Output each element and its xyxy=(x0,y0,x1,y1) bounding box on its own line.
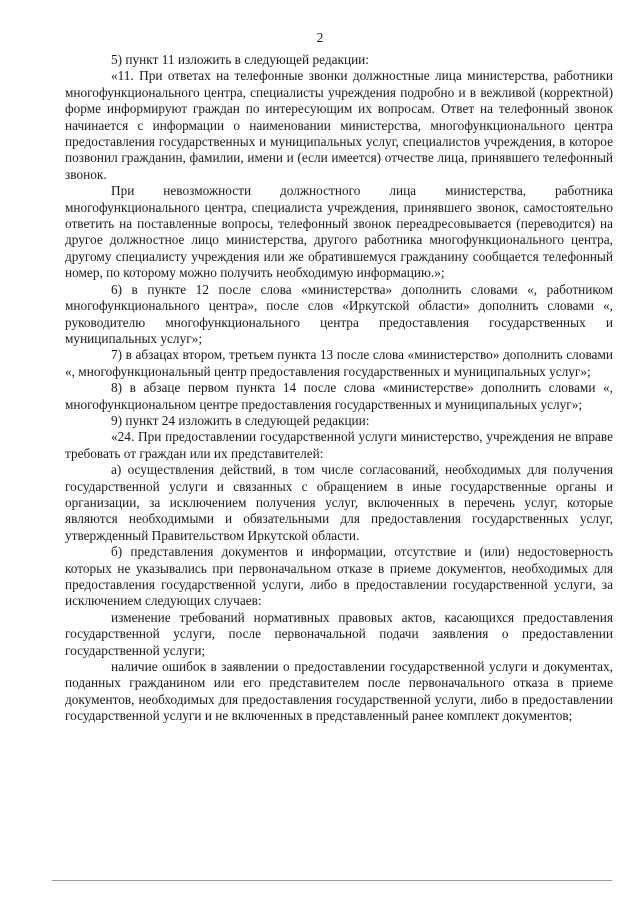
paragraph-item-8: 8) в абзаце первом пункта 14 после слова «министерстве» дополнить словами «, многофункциональном центре предоставления государственных и муниципальных услуг»; xyxy=(65,380,613,412)
paragraph-subitem-a: а) осуществления действий, в том числе согласований, необходимых для получения государственной услуги и связанных с обращением в иные государственные органы и организации, за исключением получения услуг, включенных в перечень услуг, которые являются необходимыми и обязательными для предоставления государственных услуг, утвержденный Правительством Иркутской области. xyxy=(65,462,613,543)
paragraph-subitem-b: б) представления документов и информации, отсутствие и (или) недостоверность которых не указывались при первоначальном отказе в приеме документов, необходимых для предоставления государственной услуги, либо в предоставлении государственной услуги, за исключением следующих случаев: xyxy=(65,544,613,609)
paragraph-item-9: 9) пункт 24 изложить в следующей редакции: xyxy=(111,412,370,428)
paragraph-item-7: 7) в абзацах втором, третьем пункта 13 после слова «министерство» дополнить словами «, многофункциональный центр предоставления государственных и муниципальных услуг»; xyxy=(65,347,613,379)
paragraph-case-requirements-change: изменение требований нормативных правовых актов, касающихся предоставления государственной услуги, после первоначальной подачи заявления о предоставлении государственной услуги; xyxy=(65,609,613,658)
paragraph-item-24-text: «24. При предоставлении государственной услуги министерство, учреждения не вправе требовать от граждан или их представителей: xyxy=(65,429,613,461)
footer-rule xyxy=(52,880,612,881)
paragraph-case-errors: наличие ошибок в заявлении о предоставлении государственной услуги и документах, поданных гражданином или его представителем после первоначального отказа в приеме документов, необходимых для предоставления государственной услуги, либо в предоставлении государственной услуги и не включенных в представленный ранее комплект документов; xyxy=(65,659,613,724)
paragraph-item-11-text: «11. При ответах на телефонные звонки должностные лица министерства, работники многофункционального центра, специалисты учреждения подробно и в вежливой (корректной) форме информируют граждан по интересующим их вопросам. Ответ на телефонный звонок начинается с информации о наименовании министерства, многофункционального центра предоставления государственных и муниципальных услуг, специалистов учреждения, в которое позвонил гражданин, фамилии, имени и (если имеется) отчестве лица, принявшего телефонный звонок. xyxy=(65,68,613,182)
page-number: 2 xyxy=(316,30,324,45)
paragraph-call-redirect: При невозможности должностного лица министерства, работника многофункционального центра, специалиста учреждения, принявшего звонок, самостоятельно ответить на поставленные вопросы, телефонный звонок переадресовывается (переводится) на другое должностное лицо министерства, другого работника многофункционального центра, другому специалисту учреждения или же обратившемуся гражданину сообщается телефонный номер, по которому можно получить необходимую информацию.»; xyxy=(65,183,613,281)
document-body xyxy=(65,52,613,725)
paragraph-item-6: 6) в пункте 12 после слова «министерства» дополнить словами «, работником многофункционального центра», после слов «Иркутской области» дополнить словами «, руководителю многофункционального центра предоставления государственных и муниципальных услуг»; xyxy=(65,281,613,346)
paragraph-item-5: 5) пункт 11 изложить в следующей редакции: xyxy=(111,52,369,67)
